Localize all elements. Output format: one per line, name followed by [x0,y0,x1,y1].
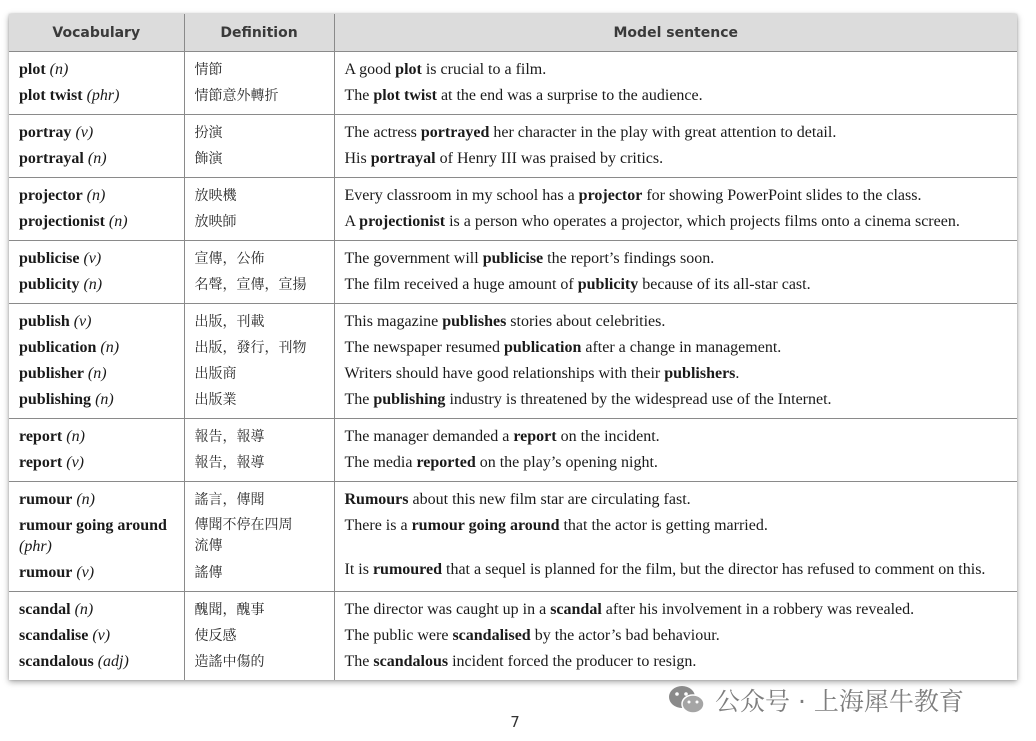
sentence-cell [334,482,1017,592]
sentence-cell [334,52,1017,115]
part-of-speech: (n) [74,601,94,618]
definition-text: 謠言，傳聞 [194,492,265,508]
vocab-word: projectionist [19,213,105,230]
definition-text: 情節 [194,62,223,78]
vocab-word: projector [19,187,83,204]
vocabulary-table [9,14,1017,680]
header-vocabulary: Vocabulary [9,14,184,52]
vocab-word: publisher [19,365,84,382]
definition-text: 出版，刊載 [194,314,265,330]
part-of-speech: (phr) [19,538,52,555]
vocab-word: publicise [19,250,80,267]
table-row [9,592,1017,681]
part-of-speech: (n) [76,491,95,508]
header-definition: Definition [184,14,334,52]
model-sentence: The director was caught up in a scandal after his involvement in a robbery was revealed. [344,601,915,618]
definition-text: 出版，發行，刊物 [194,340,307,356]
model-sentence: Every classroom in my school has a projector for showing PowerPoint slides to the class. [344,187,922,204]
vocab-word: portray [19,124,72,141]
part-of-speech: (n) [66,428,85,445]
part-of-speech: (adj) [97,653,129,670]
definition-text: 放映師 [194,214,237,230]
table-row [9,241,1017,304]
vocab-word: report [19,454,63,471]
vocab-word: rumour going around [19,517,167,534]
model-sentence: A projectionist is a person who operates a projector, which projects films onto a cinema screen. [344,213,960,230]
vocab-word: report [19,428,63,445]
definition-cell [184,482,334,592]
definition-cell [184,592,334,681]
definition-text: 扮演 [194,125,223,141]
sentence-cell [334,241,1017,304]
definition-text: 傳聞不停在四周流傳 [194,517,293,554]
model-sentence: It is rumoured that a sequel is planned for the film, but the director has refused to comment on this. [344,561,986,578]
vocab-entry [19,597,184,623]
sentence-cell [334,115,1017,178]
vocab-entry [19,120,184,146]
part-of-speech: (v) [83,250,102,267]
part-of-speech: (phr) [86,87,120,104]
definition-cell [184,241,334,304]
definition-text: 出版業 [194,392,237,408]
model-sentence: The media reported on the play’s opening night. [344,454,658,471]
sentence-cell [334,419,1017,482]
vocab-word: plot [19,61,46,78]
vocab-entry [19,246,184,272]
vocab-cell [9,241,184,304]
part-of-speech: (v) [76,564,95,581]
watermark-text: 公众号 · 上海犀牛教育 [715,687,964,716]
model-sentence: The government will publicise the report’s findings soon. [344,250,715,267]
vocab-cell [9,52,184,115]
definition-text: 謠傳 [194,565,223,581]
watermark [667,680,964,720]
model-sentence: The plot twist at the end was a surprise to the audience. [344,87,703,104]
sentence-cell [334,592,1017,681]
part-of-speech: (n) [87,365,107,382]
model-sentence: The public were scandalised by the actor’s bad behaviour. [344,627,720,644]
model-sentence: The publishing industry is threatened by the widespread use of the Internet. [344,391,832,408]
vocab-word: portrayal [19,150,84,167]
table-row [9,482,1017,592]
definition-cell [184,178,334,241]
vocab-entry [19,272,184,298]
vocab-cell [9,304,184,419]
part-of-speech: (v) [92,627,111,644]
part-of-speech: (n) [108,213,128,230]
wechat-icon [667,683,707,717]
vocab-cell [9,482,184,592]
model-sentence: A good plot is crucial to a film. [344,61,547,78]
definition-text: 情節意外轉折 [194,88,279,104]
definition-cell [184,304,334,419]
vocab-entry [19,83,184,109]
vocab-entry [19,387,184,413]
definition-text: 飾演 [194,151,223,167]
definition-text: 報告，報導 [194,429,265,445]
vocab-entry [19,623,184,649]
vocab-entry [19,361,184,387]
vocab-word: scandalous [19,653,94,670]
vocab-word: publicity [19,276,80,293]
vocab-cell [9,178,184,241]
definition-cell [184,115,334,178]
part-of-speech: (n) [100,339,120,356]
header-model-sentence: Model sentence [334,14,1017,52]
table-row [9,178,1017,241]
model-sentence: There is a rumour going around that the actor is getting married. [344,517,768,534]
sentence-cell [334,178,1017,241]
vocab-cell [9,592,184,681]
model-sentence: The manager demanded a report on the incident. [344,428,660,445]
model-sentence: Rumours about this new film star are circulating fast. [344,491,691,508]
vocab-word: publication [19,339,97,356]
part-of-speech: (v) [66,454,85,471]
table-row [9,304,1017,419]
model-sentence: This magazine publishes stories about celebrities. [344,313,666,330]
vocab-entry [19,57,184,83]
vocabulary-table-card [9,14,1017,680]
vocab-entry [19,450,184,476]
part-of-speech: (n) [87,150,107,167]
part-of-speech: (n) [95,391,114,408]
vocab-word: scandalise [19,627,89,644]
part-of-speech: (n) [86,187,106,204]
vocab-entry [19,146,184,172]
model-sentence: His portrayal of Henry III was praised by critics. [344,150,664,167]
vocab-entry [19,309,184,335]
vocab-word: plot twist [19,87,83,104]
definition-text: 宣傳，公佈 [194,251,265,267]
vocab-word: publishing [19,391,92,408]
definition-cell [184,52,334,115]
vocab-entry [19,335,184,361]
vocab-entry [19,209,184,235]
definition-text: 放映機 [194,188,237,204]
vocab-word: publish [19,313,70,330]
model-sentence: The film received a huge amount of publicity because of its all-star cast. [344,276,811,293]
definition-text: 出版商 [194,366,237,382]
table-row [9,52,1017,115]
vocab-cell [9,115,184,178]
model-sentence: The actress portrayed her character in the play with great attention to detail. [344,124,837,141]
vocab-entry [19,183,184,209]
vocab-entry [19,649,184,675]
part-of-speech: (v) [75,124,94,141]
page-number: 7 [510,713,520,731]
part-of-speech: (n) [49,61,69,78]
vocab-word: rumour [19,564,73,581]
vocab-entry [19,513,184,560]
vocab-entry [19,424,184,450]
part-of-speech: (v) [73,313,92,330]
definition-text: 報告，報導 [194,455,265,471]
table-row [9,419,1017,482]
vocab-entry [19,487,184,513]
part-of-speech: (n) [83,276,103,293]
definition-text: 醜聞，醜事 [194,602,265,618]
model-sentence: The scandalous incident forced the producer to resign. [344,653,697,670]
vocab-entry [19,560,184,586]
table-header-row [9,14,1017,52]
model-sentence: The newspaper resumed publication after a change in management. [344,339,782,356]
definition-text: 造謠中傷的 [194,654,265,670]
vocab-word: rumour [19,491,73,508]
vocab-word: scandal [19,601,71,618]
model-sentence: Writers should have good relationships with their publishers. [344,365,740,382]
definition-cell [184,419,334,482]
table-row [9,115,1017,178]
definition-text: 名聲，宣傳，宣揚 [194,277,307,293]
sentence-cell [334,304,1017,419]
vocab-cell [9,419,184,482]
definition-text: 使反感 [194,628,237,644]
